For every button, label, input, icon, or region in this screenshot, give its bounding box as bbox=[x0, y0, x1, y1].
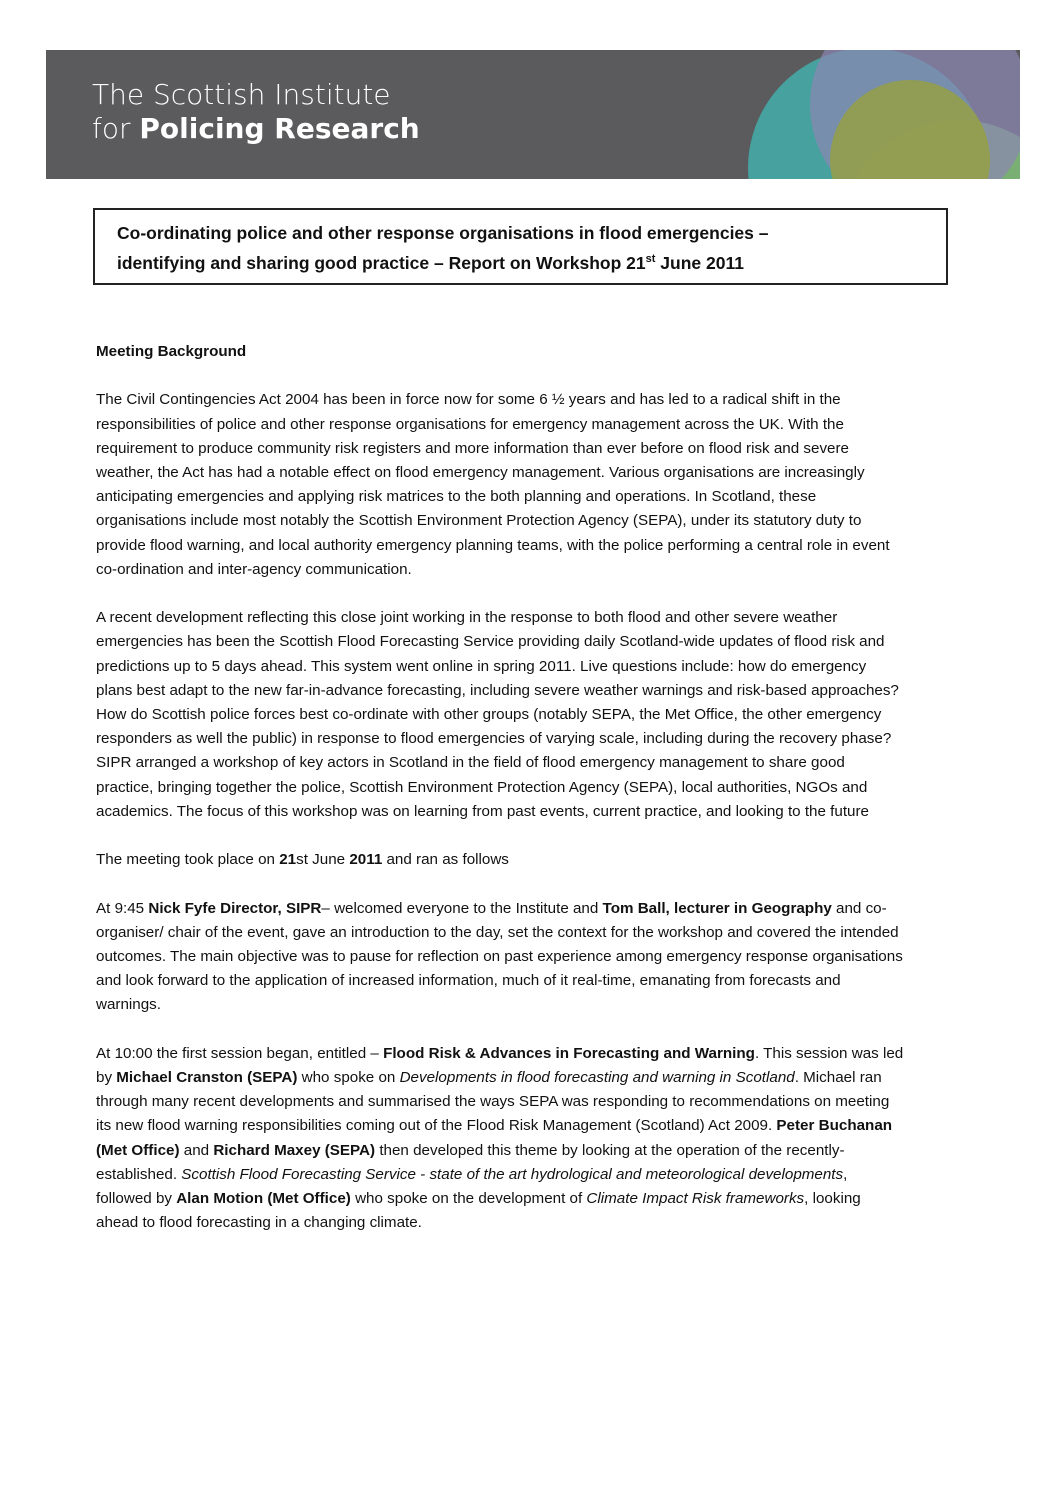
institute-name bbox=[92, 78, 420, 146]
paragraph-5: At 10:00 the first session began, entitled – Flood Risk & Advances in Forecasting and Warning. This session was led by Michael Cranston (SEPA) who spoke on Developments in flood forecasting and warning in Scotland. Michael ran through many recent developments and summarised the ways SEPA was responding to recommendations on meeting its new flood warning responsibilities coming out of the Flood Risk Management (Scotland) Act 2009. Peter Buchanan (Met Office) and Richard Maxey (SEPA) then developed this theme by looking at the operation of the recently-established. Scottish Flood Forecasting Service - state of the art hydrological and meteorological developments, followed by Alan Motion (Met Office) who spoke on the development of Climate Impact Risk frameworks, looking ahead to flood forecasting in a changing climate. bbox=[96, 1044, 904, 1232]
report-body bbox=[96, 340, 906, 1260]
paragraph-4: At 9:45 Nick Fyfe Director, SIPR– welcomed everyone to the Institute and Tom Ball, lecturer in Geography and co-organiser/ chair of the event, gave an introduction to the day, set the context for the workshop and covered the intended outcomes. The main objective was to pause for reflection on past experience among emergency response organisations and look forward to the application of increased information, much of it real-time, emanating from forecasts and warnings. bbox=[96, 899, 903, 1014]
section-heading: Meeting Background bbox=[96, 343, 247, 360]
paragraph-2: A recent development reflecting this close joint working in the response to both flood and other severe weather emergencies has been the Scottish Flood Forecasting Service providing daily Scotland-wide updates of flood risk and predictions up to 5 days ahead. This system went online in spring 2011. Live questions include: how do emergency plans best adapt to the new far-in-advance forecasting, including severe weather warnings and risk-based approaches? How do Scottish police forces best co-ordinate with other groups (notably SEPA, the Met Office, the other emergency responders as well the public) in response to flood emergencies of varying scale, including during the recovery phase? SIPR arranged a workshop of key actors in Scotland in the field of flood emergency management to share good practice, bringing together the police, Scottish Environment Protection Agency (SEPA), local authorities, NGOs and academics. The focus of this workshop was on learning from past events, current practice, and looking to the future bbox=[96, 609, 899, 820]
decorative-circles bbox=[640, 50, 1020, 179]
paragraph-1: The Civil Contingencies Act 2004 has been in force now for some 6 ½ years and has led to a radical shift in the responsibilities of police and other response organisations for emergency management across the UK. With the requirement to produce community risk registers and more information than ever before on flood risk and severe weather, the Act has had a notable effect on flood emergency management. Various organisations are increasingly anticipating emergencies and applying risk matrices to the both planning and operations. In Scotland, these organisations include most notably the Scottish Environment Protection Agency (SEPA), under its statutory duty to provide flood warning, and local authority emergency planning teams, with the police performing a central role in event co-ordination and inter-agency communication. bbox=[96, 391, 890, 578]
report-title-line2: identifying and sharing good practice – Report on Workshop 21st June 2011 bbox=[117, 252, 744, 273]
report-title-box bbox=[93, 208, 948, 285]
institute-name-line1: The Scottish Institute bbox=[92, 78, 391, 111]
header-banner bbox=[46, 50, 1020, 179]
report-title-line1: Co-ordinating police and other response organisations in flood emergencies – bbox=[117, 223, 769, 243]
paragraph-3: The meeting took place on 21st June 2011 and ran as follows bbox=[96, 851, 509, 869]
institute-name-line2: for Policing Research bbox=[92, 112, 420, 145]
